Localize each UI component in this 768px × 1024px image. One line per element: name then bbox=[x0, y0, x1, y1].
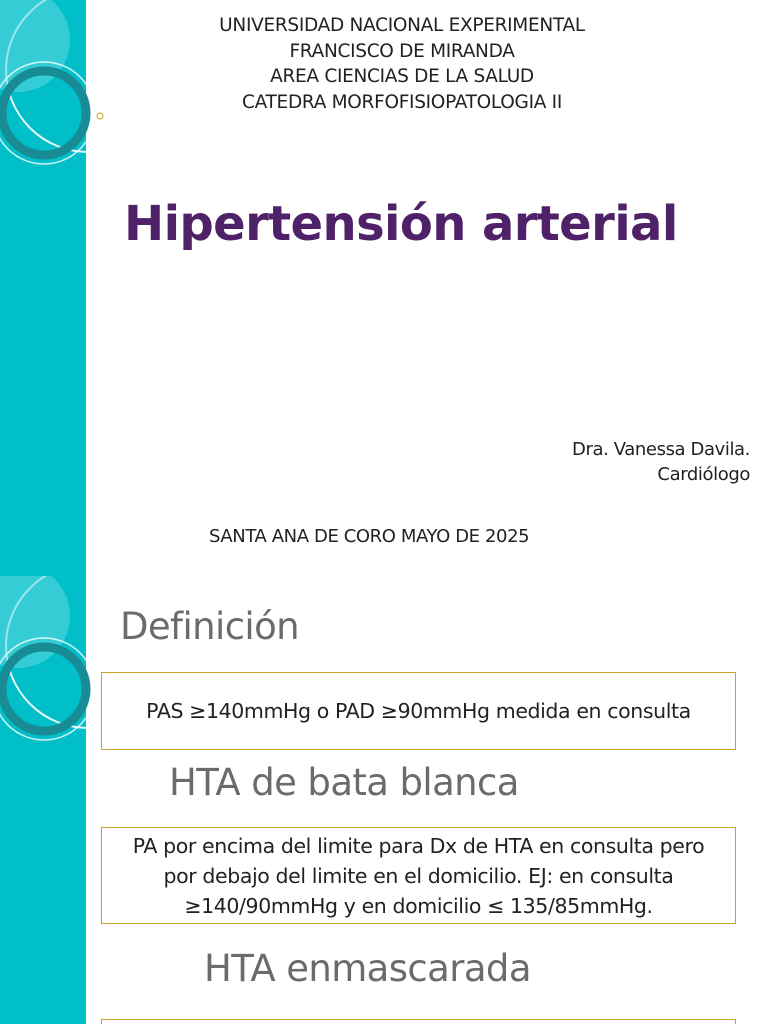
slide-title: Hipertensión arterial bbox=[124, 196, 678, 252]
header-line: UNIVERSIDAD NACIONAL EXPERIMENTAL bbox=[219, 15, 585, 36]
section-heading-definicion: Definición bbox=[120, 605, 300, 648]
definition-box bbox=[101, 672, 736, 750]
decorative-circles-graphic bbox=[0, 576, 110, 746]
header-line: FRANCISCO DE MIRANDA bbox=[289, 40, 515, 62]
institution-header bbox=[130, 13, 674, 115]
place-date: SANTA ANA DE CORO MAYO DE 2025 bbox=[209, 526, 530, 547]
white-coat-text-line: PA por encima del limite para Dx de HTA en consulta pero bbox=[132, 833, 705, 858]
header-line: AREA CIENCIAS DE LA SALUD bbox=[270, 66, 534, 87]
decorative-circles-graphic bbox=[0, 0, 110, 170]
header-line: CATEDRA MORFOFISIOPATOLOGIA II bbox=[242, 91, 562, 113]
section-heading-bata-blanca: HTA de bata blanca bbox=[169, 761, 519, 804]
white-coat-box bbox=[101, 827, 736, 924]
author-name: Dra. Vanessa Davila. bbox=[572, 439, 750, 460]
author-role: Cardiólogo bbox=[657, 464, 750, 485]
white-coat-text-line: ≥140/90mmHg y en domicilio ≤ 135/85mmHg. bbox=[184, 893, 653, 918]
white-coat-text-line: por debajo del limite en el domicilio. EJ: en consulta bbox=[163, 863, 674, 888]
definition-text: PAS ≥140mmHg o PAD ≥90mmHg medida en consulta bbox=[146, 699, 691, 723]
masked-hta-box bbox=[101, 1019, 736, 1024]
section-heading-enmascarada: HTA enmascarada bbox=[204, 947, 531, 990]
author-block bbox=[572, 437, 750, 487]
content-slide bbox=[0, 576, 768, 1024]
